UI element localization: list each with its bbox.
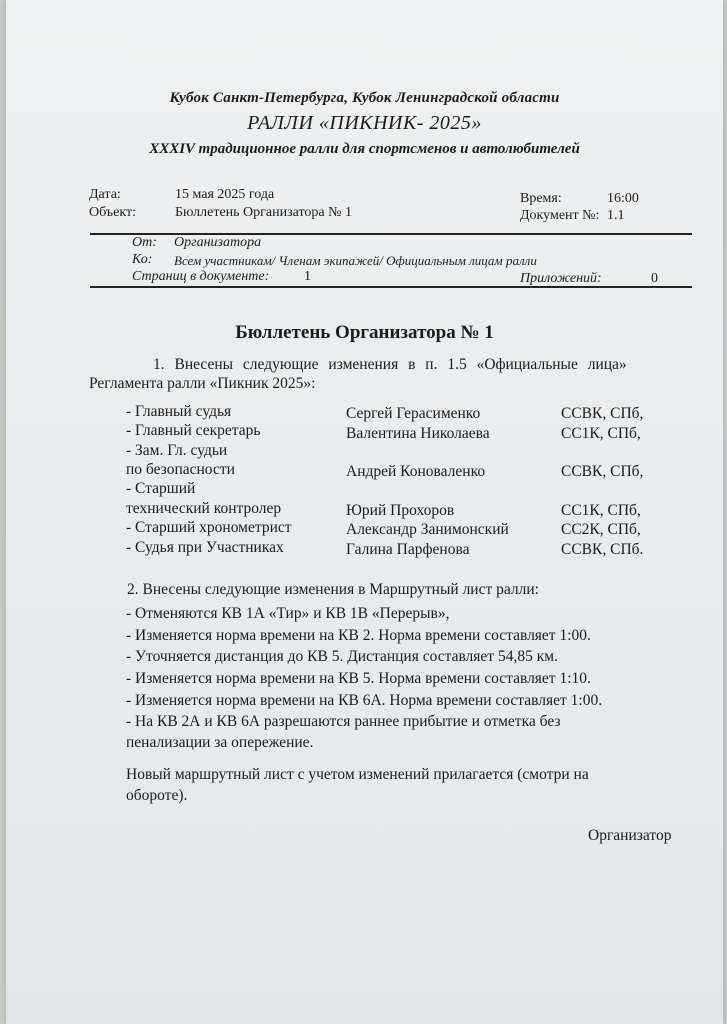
- document-number-label: Документ №:: [520, 208, 600, 223]
- official-role-cont: технический контролер: [126, 500, 282, 517]
- official-name: Сергей Герасименко: [346, 405, 481, 422]
- to-value: Всем участникам/ Членам экипажей/ Официальным лицам ралли: [174, 253, 537, 268]
- list-item: - Изменяется норма времени на КВ 6А. Норма времени составляет 1:00.: [126, 692, 603, 709]
- official-name: Александр Занимонский: [346, 521, 509, 538]
- official-role: - Судья при Участниках: [126, 539, 284, 556]
- list-item: - Изменяется норма времени на КВ 5. Норма времени составляет 1:10.: [126, 670, 591, 687]
- list-item: - Изменяется норма времени на КВ 2. Норма времени составляет 1:00.: [126, 627, 591, 644]
- section2-heading: 2. Внесены следующие изменения в Маршрутный лист ралли:: [127, 581, 539, 598]
- official-role: - Старший: [126, 480, 196, 497]
- rally-title: РАЛЛИ «ПИКНИК- 2025»: [247, 112, 482, 134]
- signature: Организатор: [588, 827, 672, 844]
- time-label: Время:: [520, 191, 562, 206]
- bulletin-title: Бюллетень Организатора № 1: [235, 322, 494, 343]
- date-value: 15 мая 2025 года: [175, 187, 275, 202]
- closing-note: Новый маршрутный лист с учетом изменений прилагается (смотри на: [126, 766, 589, 783]
- bottom-divider: [90, 286, 692, 288]
- list-item: - На КВ 2А и КВ 6А разрешаются раннее прибытие и отметка без: [126, 713, 561, 730]
- official-name: Юрий Прохоров: [346, 502, 455, 519]
- from-label: От:: [132, 235, 157, 250]
- official-role: - Зам. Гл. судьи: [126, 442, 228, 459]
- time-value: 16:00: [607, 191, 639, 206]
- list-item: - Уточняется дистанция до КВ 5. Дистанция составляет 54,85 км.: [126, 648, 558, 665]
- official-role-cont: по безопасности: [126, 461, 235, 478]
- closing-note-cont: обороте).: [126, 787, 188, 804]
- official-category: ССВК, СПб,: [561, 405, 644, 422]
- rally-subtitle: XXXIV традиционное ралли для спортсменов и автолюбителей: [149, 141, 580, 157]
- document-page: [6, 0, 723, 1024]
- official-category: СС1К, СПб,: [561, 425, 641, 442]
- list-item-cont: пенализации за опережение.: [126, 734, 314, 751]
- cup-title: Кубок Санкт-Петербурга, Кубок Ленинградской области: [169, 90, 560, 106]
- official-role: - Старший хронометрист: [126, 519, 292, 536]
- official-category: СС2К, СПб,: [561, 521, 641, 538]
- list-item: - Отменяются КВ 1А «Тир» и КВ 1В «Перерыв»,: [126, 605, 450, 622]
- official-role: - Главный секретарь: [126, 422, 261, 439]
- document-number-value: 1.1: [607, 208, 625, 223]
- official-category: ССВК, СПб.: [561, 541, 644, 558]
- official-name: Андрей Коноваленко: [346, 463, 486, 480]
- official-name: Галина Парфенова: [346, 541, 470, 558]
- official-category: СС1К, СПб,: [561, 502, 641, 519]
- object-label: Объект:: [89, 205, 136, 220]
- pages-label: Страниц в документе:: [132, 269, 270, 284]
- official-role: - Главный судья: [126, 403, 232, 420]
- pages-value: 1: [304, 269, 311, 284]
- section1-heading-cont: Регламента ралли «Пикник 2025»:: [89, 375, 316, 392]
- attachments-label: Приложений:: [520, 271, 602, 286]
- attachments-value: 0: [651, 271, 658, 286]
- object-value: Бюллетень Организатора № 1: [175, 205, 352, 220]
- official-category: ССВК, СПб,: [561, 463, 644, 480]
- date-label: Дата:: [89, 187, 121, 202]
- to-label: Ко:: [132, 252, 153, 267]
- official-name: Валентина Николаева: [346, 425, 490, 442]
- section1-heading: 1. Внесены следующие изменения в п. 1.5 «Официальные лица»: [153, 356, 627, 373]
- from-value: Организатора: [174, 235, 262, 250]
